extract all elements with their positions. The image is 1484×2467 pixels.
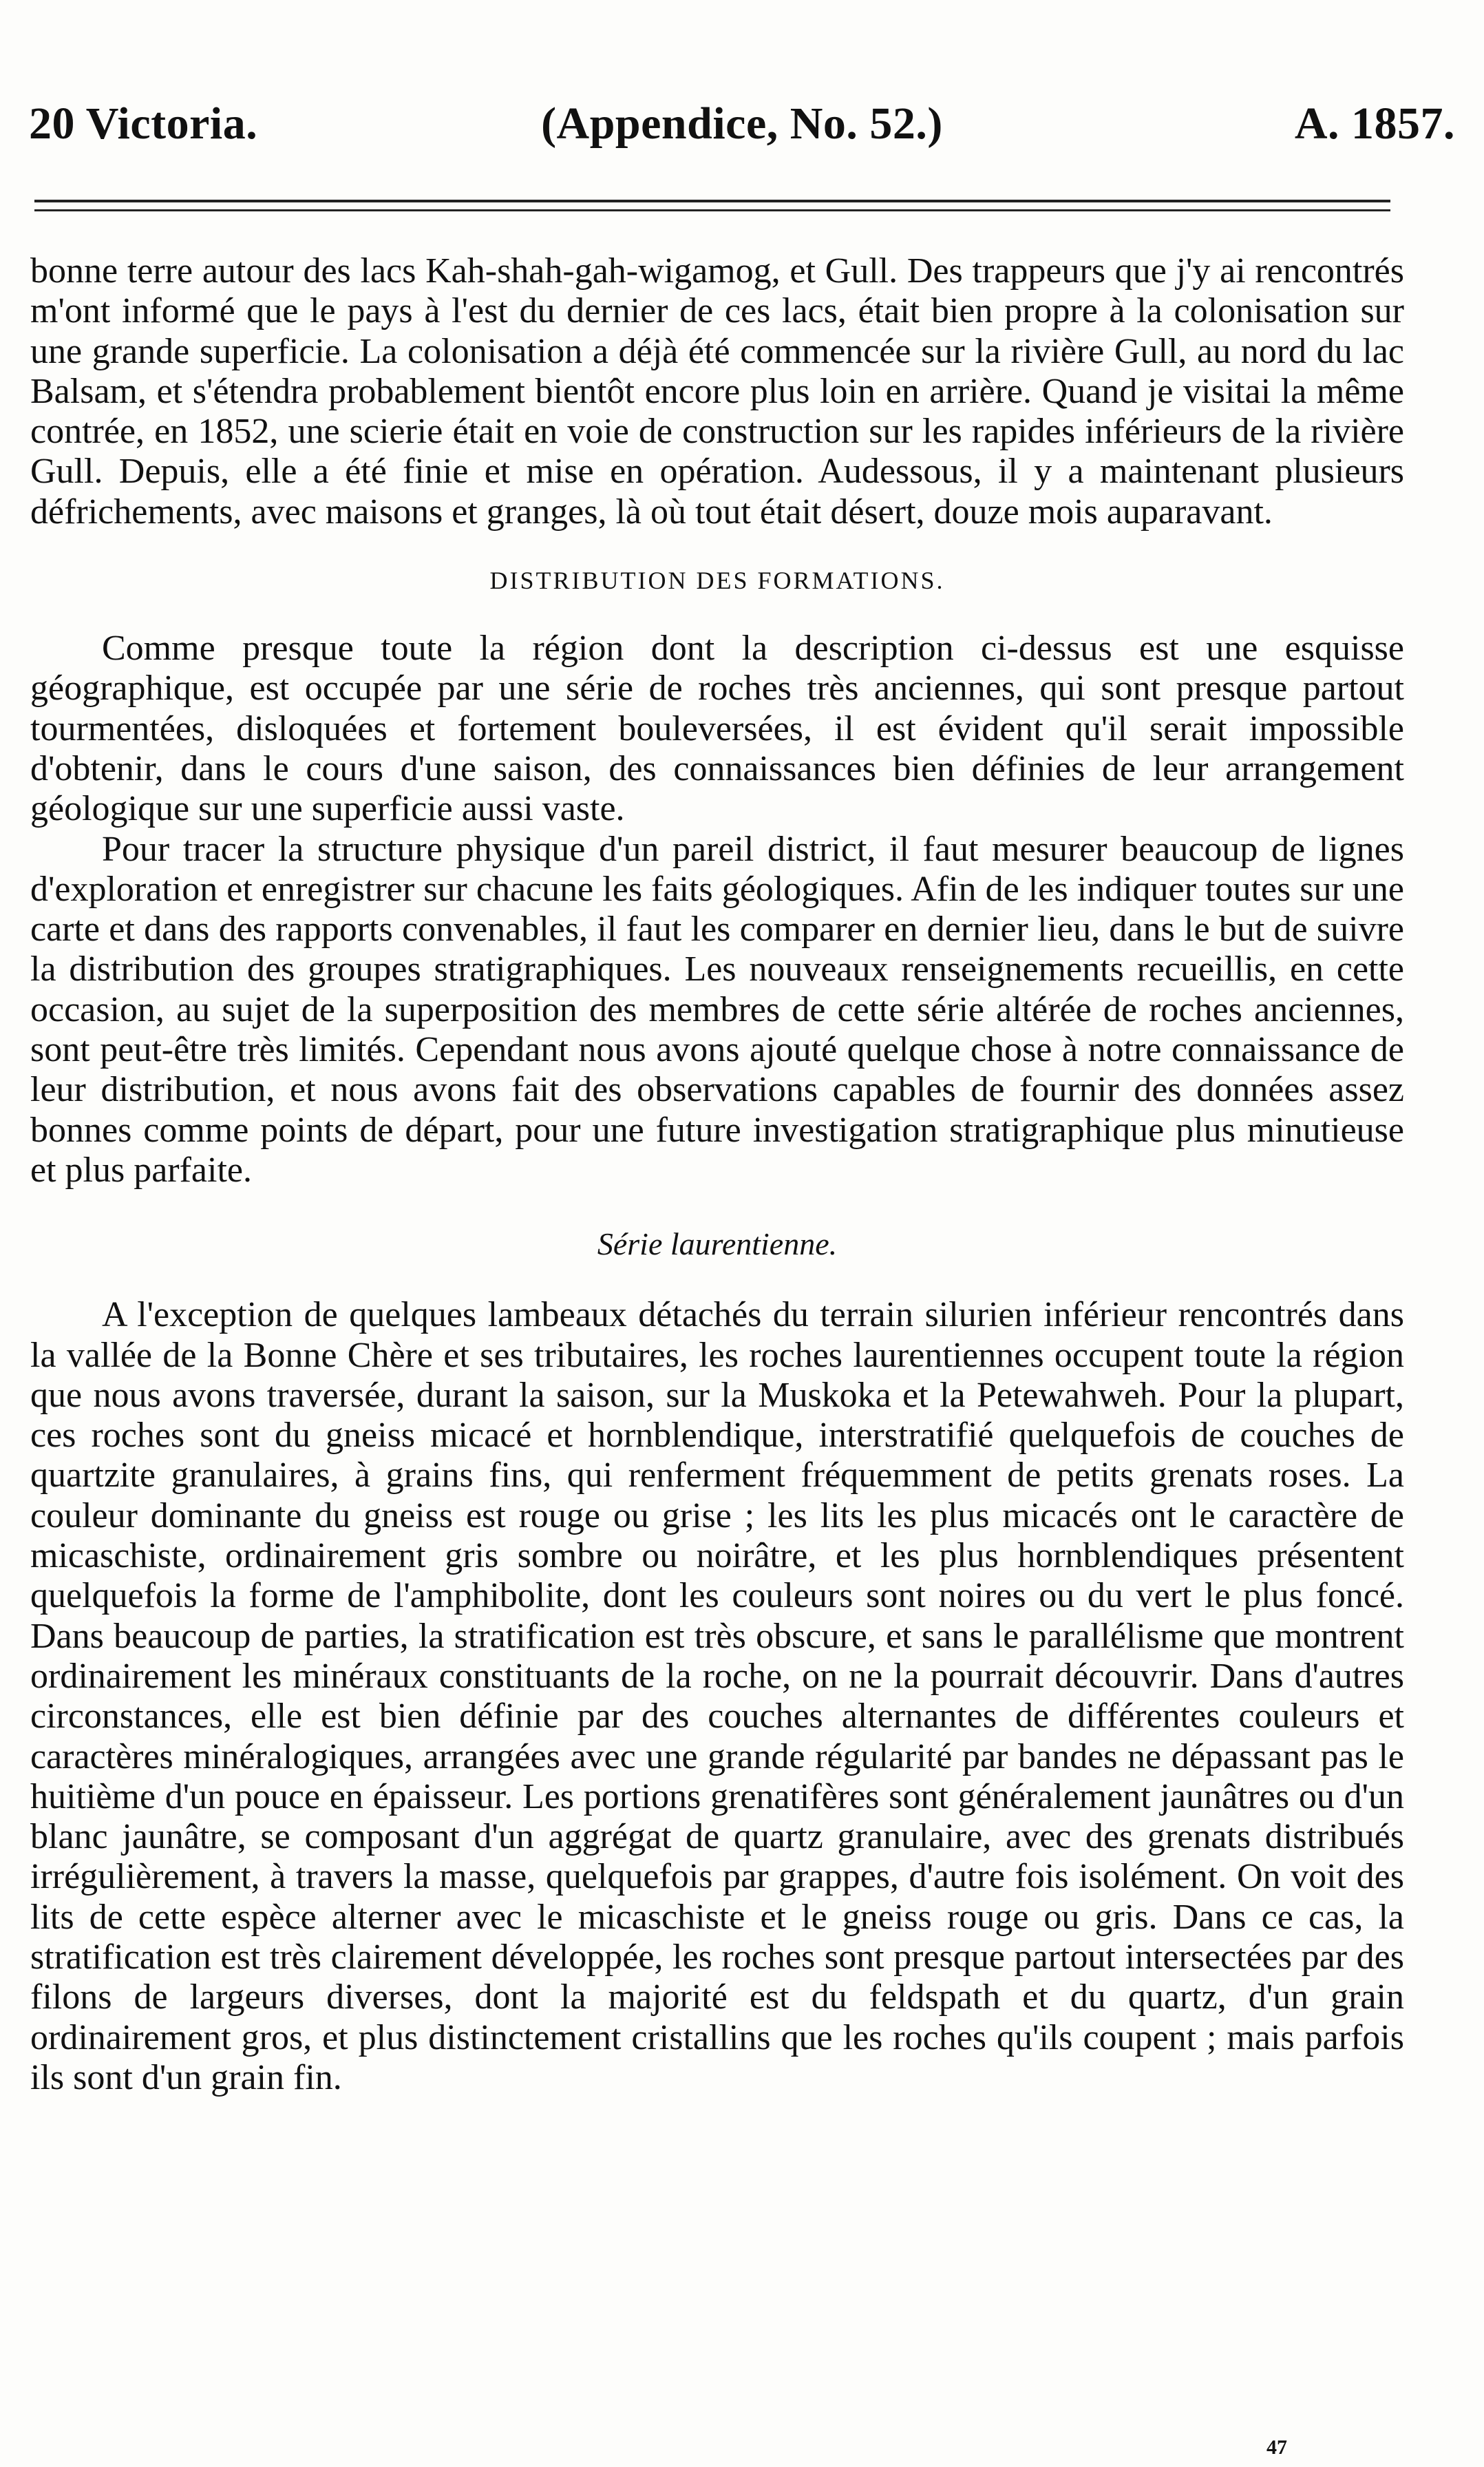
body-text <box>30 251 1404 2098</box>
header-rule <box>34 200 1390 218</box>
header-center: (Appendice, No. 52.) <box>541 98 943 149</box>
rule-line <box>34 209 1390 211</box>
paragraph: Pour tracer la structure physique d'un pareil district, il faut mesurer beaucoup de lignes d'exploration et enregistrer sur chacune les faits géologiques. Afin de les indiquer toutes sur une carte et dans des rapports convenables, il faut les comparer en dernier lieu, dans le but de suivre la distribution des groupes stratigraphiques. Les nouveaux renseignements recueillis, en cette occasion, au sujet de la superposition des membres de cette série altérée de roches anciennes, sont peut-être très limités. Cependant nous avons ajouté quelque chose à notre connaissance de leur distribution, et nous avons fait des observations capables de fournir des données assez bonnes comme points de départ, pour une future investigation stratigraphique plus minutieuse et plus parfaite. <box>30 829 1404 1190</box>
subsection-heading: Série laurentienne. <box>597 1226 838 1262</box>
page-number: 47 <box>1266 2436 1287 2459</box>
paragraph: bonne terre autour des lacs Kah-shah-gah-wigamog, et Gull. Des trappeurs que j'y ai rencontrés m'ont informé que le pays à l'est du dernier de ces lacs, était bien propre à la colonisation sur une grande superficie. La colonisation a déjà été commencée sur la rivière Gull, au nord du lac Balsam, et s'étendra probablement bientôt encore plus loin en arrière. Quand je visitai la même contrée, en 1852, une scierie était en voie de construction sur les rapides inférieurs de la rivière Gull. Depuis, elle a été finie et mise en opération. Audessous, il y a maintenant plusieurs défrichements, avec maisons et granges, là où tout était désert, douze mois auparavant. <box>30 251 1404 532</box>
section-heading: DISTRIBUTION DES FORMATIONS. <box>489 567 945 595</box>
header-left: 20 Victoria. <box>29 98 258 149</box>
paragraph: A l'exception de quelques lambeaux détachés du terrain silurien inférieur rencontrés dans la vallée de la Bonne Chère et ses tributaires, les roches laurentiennes occupent toute la région que nous avons traversée, durant la saison, sur la Muskoka et la Petewahweh. Pour la plupart, ces roches sont du gneiss micacé et hornblendique, interstratifié quelquefois de couches de quartzite granulaires, à grains fins, qui renferment fréquemment de petits grenats roses. La couleur dominante du gneiss est rouge ou grise ; les lits les plus micacés ont le caractère de micaschiste, ordinairement gris sombre ou noirâtre, et les plus hornblendiques présentent quelquefois la forme de l'amphibolite, dont les couleurs sont noires ou du vert le plus foncé. Dans beaucoup de parties, la stratification est très obscure, et sans le parallélisme que montrent ordinairement les minéraux constituants de la roche, on ne la pourrait découvrir. Dans d'autres circonstances, elle est bien définie par des couches alternantes de différentes couleurs et caractères minéralogiques, arrangées avec une grande régularité par bandes ne dépassant pas le huitième d'un pouce en épaisseur. Les portions grenatifères sont généralement jaunâtres ou d'un blanc jaunâtre, se composant d'un aggrégat de quartz granulaire, avec des grenats distribués irrégulièrement, à travers la masse, quelquefois par grappes, d'autre fois isolément. On voit des lits de cette espèce alterner avec le micaschiste et le gneiss rouge ou gris. Dans ce cas, la stratification est très clairement développée, les roches sont presque partout intersectées par des filons de largeurs diverses, dont la majorité est du feldspath et du quartz, d'un grain ordinairement gros, et plus distinctement cristallins que les roches qu'ils coupent ; mais parfois ils sont d'un grain fin. <box>30 1295 1404 2097</box>
paragraph: Comme presque toute la région dont la description ci-dessus est une esquisse géographique, est occupée par une série de roches très anciennes, qui sont presque partout tourmentées, disloquées et fortement bouleversées, il est évident qu'il serait impossible d'obtenir, dans le cours d'une saison, des connaissances bien définies de leur arrangement géologique sur une superficie aussi vaste. <box>30 629 1404 829</box>
running-header <box>29 98 1455 160</box>
header-right: A. 1857. <box>1294 98 1455 149</box>
rule-line <box>34 200 1390 202</box>
